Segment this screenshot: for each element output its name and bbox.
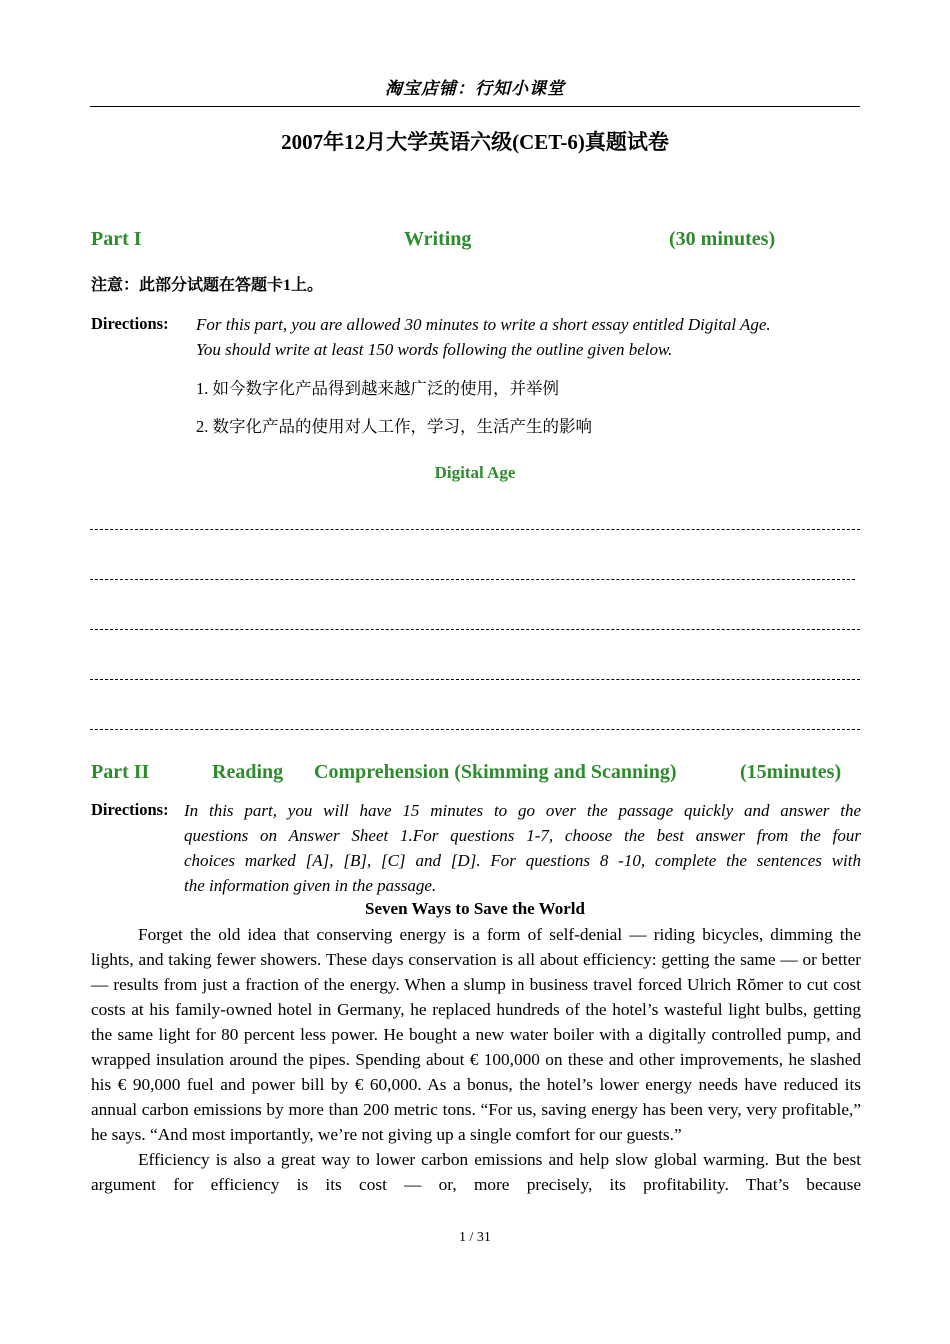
- header-rule: [90, 106, 860, 107]
- part2-label: Part II: [91, 761, 150, 783]
- part2-word-comprehension: Comprehension (Skimming and Scanning): [314, 761, 677, 783]
- part1-name: Writing: [404, 228, 472, 250]
- part1-label: Part I: [91, 228, 142, 250]
- passage-body: [91, 922, 861, 1197]
- answer-line: [90, 729, 860, 730]
- answer-line: [90, 579, 855, 580]
- part2-directions-line: questions on Answer Sheet 1.For questions 1-7, choose the best answer from the four: [184, 826, 861, 845]
- answer-line: [90, 529, 860, 530]
- part2-directions-line: the information given in the passage.: [184, 876, 437, 895]
- part2-directions-line: choices marked [A], [B], [C] and [D]. For questions 8 -10, complete the sentences with: [184, 851, 861, 870]
- passage-paragraph: Forget the old idea that conserving energy is a form of self-denial — riding bicycles, dimming the lights, and taking fewer showers. These days conservation is all about efficiency: getting the same — or better — results from just a fraction of the energy. When a slump in business travel forced Ulrich Rŏmer to cut cost costs at his family-owned hotel in Germany, he replaced hundreds of the hotel’s wasteful light bulbs, getting the same light for 80 percent less power. He bought a new water boiler with a digitally controlled pump, and wrapped insulation around the pipes. Spending about € 100,000 on these and other improvements, he slashed his € 90,000 fuel and power bill by € 60,000. As a bonus, the hotel’s lower energy needs have reduced its annual carbon emissions by more than 200 metric tons. “For us, saving energy has been very, very profitable,” he says. “And most importantly, we’re not giving up a single comfort for our guests.”: [91, 925, 861, 1144]
- essay-title: Digital Age: [434, 463, 516, 482]
- outline-item-1: 1. 如今数字化产品得到越来越广泛的使用，并举例: [196, 379, 559, 398]
- part1-directions-line2: You should write at least 150 words following the outline given below.: [196, 340, 673, 359]
- part2-directions-line: In this part, you will have 15 minutes to go over the passage quickly and answer the: [184, 801, 861, 820]
- part1-note: 注意：此部分试题在答题卡1上。: [91, 277, 324, 294]
- part2-directions-label: Directions:: [91, 800, 169, 819]
- page-header: 淘宝店铺：行知小课堂: [385, 79, 565, 99]
- part2-time: (15minutes): [740, 761, 842, 783]
- passage-paragraph: Efficiency is also a great way to lower carbon emissions and help slow global warming. But the best argument for efficiency is its cost — or, more precisely, its profitability. That’s because: [91, 1150, 861, 1194]
- answer-line: [90, 679, 860, 680]
- part2-word-reading: Reading: [212, 761, 284, 783]
- part1-directions-label: Directions:: [91, 314, 169, 333]
- passage-title: Seven Ways to Save the World: [365, 899, 585, 918]
- outline-item-2: 2. 数字化产品的使用对人工作，学习，生活产生的影响: [196, 417, 592, 436]
- page-number: 1 / 31: [459, 1230, 491, 1245]
- part1-directions-line1: For this part, you are allowed 30 minutes to write a short essay entitled Digital Age.: [196, 315, 771, 334]
- answer-line: [90, 629, 860, 630]
- part1-time: (30 minutes): [669, 228, 776, 250]
- page-title: 2007年12月大学英语六级(CET-6)真题试卷: [281, 130, 669, 154]
